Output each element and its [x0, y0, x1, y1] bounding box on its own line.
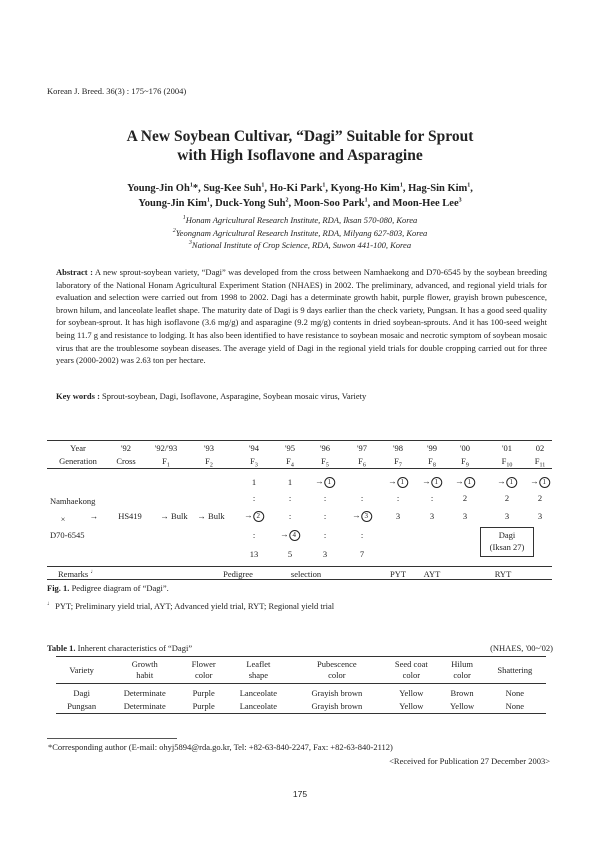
header-line: color [194, 670, 213, 680]
generation-7 [394, 456, 402, 469]
generation-sub: 5 [325, 462, 329, 469]
line-3-99: 3 [429, 511, 435, 521]
header-line: Leaflet [246, 659, 271, 669]
header-line: shape [248, 670, 269, 680]
author-separator: , [325, 183, 331, 194]
header-line: Growth [131, 659, 158, 669]
circled-number: 2 [253, 511, 264, 522]
bulk-label: Bulk [208, 511, 225, 521]
abstract-text: A new sprout-soybean variety, “Dagi” was developed from the cross between Namhaekong and D70-6545 by the soybean breeding laboratory of the National Honam Agricultural Experiment Station (NHAES) in 2002. The preliminary, advanced, and regional yield trials for evaluation and selection were carried out from 1998 to 2002. Dagi has a determinate growth habit, purple flower, grayish brown pubescence, brown hilum, and lanceolate leaflet shape. The maturity date of Dagi is 9 days earlier than the check variety, Pungsan. It has a good seed quality for soybean-sprout. It has high isoflavone (3.6 mg/g) and asparagine (9.2 mg/g) contents in dried soybean-sprouts. And it has 100-seed weight being 11.7 g and resistance to lodging. It has also been identified to have resistance to soybean mosaic and necrotic symptom of soybean mosaic virus that are the troublesome soybean diseases. The average yield of Dagi in the regional yield trials for double cropping carried out for three years (2000-2002) was 2.63 ton per hectare. [56, 267, 547, 366]
table-cell: Yellow [441, 700, 484, 714]
line-2-01: 2 [504, 493, 510, 503]
selection-2-94 [244, 510, 264, 522]
inherent-characteristics-table [56, 656, 546, 714]
page-number: 175 [292, 789, 308, 799]
generation-3 [250, 456, 258, 469]
author-affiliation-mark: 1 [364, 197, 368, 204]
parent-namhaekong: Namhaekong [50, 496, 96, 506]
table-cell: Yellow [382, 700, 440, 714]
table-cell: Lanceolate [239, 688, 278, 698]
header-line: color [402, 670, 421, 680]
author-line-1 [0, 181, 600, 196]
selection-3-97 [352, 510, 372, 522]
table-cell: Dagi [73, 688, 90, 698]
year-6: '97 [356, 443, 368, 453]
author-affiliation-mark: 1 [399, 182, 403, 189]
table-cell: Determinate [123, 688, 166, 698]
author-name: Young-Jin Kim [138, 198, 207, 209]
affiliation-text: Yeongnam Agricultural Research Institute, RDA, Milyang 627-803, Korea [175, 227, 428, 238]
generation-11 [535, 456, 546, 469]
count-97: 7 [359, 549, 365, 559]
year-1: '92/'93 [154, 443, 178, 453]
year-11: 02 [535, 443, 545, 453]
table-cell: Pungsan [56, 700, 107, 714]
generation-base: F [162, 456, 167, 466]
generation-sub: 2 [209, 462, 213, 469]
paper-title [0, 127, 600, 165]
line-2-02: 2 [537, 493, 543, 503]
selection-1-9 [455, 476, 475, 488]
author-separator: , [470, 183, 473, 194]
author-affiliation-mark: 1 [261, 182, 265, 189]
selection-1-7 [388, 476, 408, 488]
dagi-sublabel: (Iksan 27) [489, 542, 525, 552]
footnote-rule [47, 738, 177, 739]
column-header [56, 657, 107, 684]
selection-1-11 [530, 476, 550, 488]
generation-sub: 4 [290, 462, 294, 469]
author-name: Moon-Soo Park [293, 198, 365, 209]
header-line: Seed coat [394, 659, 428, 669]
generation-base: F [286, 456, 291, 466]
generation-base: F [321, 456, 326, 466]
table-cell: Purple [192, 688, 215, 698]
year-2: '93 [203, 443, 215, 453]
selection-1-10 [497, 476, 517, 488]
journal-citation: Korean J. Breed. 36(3) : 175~176 (2004) [47, 86, 187, 96]
circled-number: 1 [464, 477, 475, 488]
table1-source: (NHAES, '00~'02) [490, 643, 553, 653]
circled-number: 1 [431, 477, 442, 488]
header-line: habit [136, 670, 154, 680]
colon-r4-94: : [252, 530, 256, 540]
generation-6 [358, 456, 366, 469]
colon-r4-96: : [323, 530, 327, 540]
header-line: Flower [191, 659, 216, 669]
arrow: → [388, 476, 397, 486]
arrow: → [497, 476, 506, 486]
figure-caption [47, 583, 169, 593]
generation-sub: 11 [539, 462, 546, 469]
selection-1-8 [422, 476, 442, 488]
colon-7: : [396, 493, 400, 503]
line-count-95: 1 [287, 477, 293, 487]
author-name: Moon-Hee Lee [392, 198, 459, 209]
table-cell: Purple [182, 700, 225, 714]
received-date: <Received for Publication 27 December 2003> [389, 756, 550, 766]
affiliation [0, 214, 600, 227]
header-line: Hilum [451, 659, 473, 669]
generation-10 [502, 456, 513, 469]
author-name: Duck-Yong Suh [215, 198, 286, 209]
generation-base: F [534, 456, 540, 466]
generation-5 [321, 456, 329, 469]
table1-caption-label: Table 1. [47, 643, 76, 653]
colon-8: : [430, 493, 434, 503]
affiliation-mark: 1 [182, 215, 186, 222]
affiliation-mark: 3 [188, 240, 192, 247]
generation-4 [286, 456, 294, 469]
header-line: Pubescence [317, 659, 357, 669]
year-7: '98 [392, 443, 404, 453]
year-8: '99 [426, 443, 438, 453]
generation-base: F [250, 456, 255, 466]
line-count-94: 1 [251, 477, 257, 487]
year-3: '94 [248, 443, 260, 453]
affiliation [0, 227, 600, 240]
dagi-label: Dagi [498, 530, 516, 540]
table-cell: None [505, 688, 525, 698]
line-3-01: 3 [504, 511, 510, 521]
generation-0 [116, 456, 135, 469]
cross-symbol: × [60, 514, 66, 524]
circled-number: 1 [324, 477, 335, 488]
colon-r3-95: : [288, 511, 292, 521]
author-separator: *, [192, 183, 204, 194]
remarks-pedigree: Pedigree [223, 569, 253, 579]
circled-number: 1 [506, 477, 517, 488]
generation-sub: 3 [254, 462, 258, 469]
generation-sub: 8 [432, 462, 436, 469]
author-affiliation-mark: 1 [322, 182, 326, 189]
year-9: '00 [459, 443, 471, 453]
count-94: 13 [249, 549, 259, 559]
generation-sub: 9 [465, 462, 469, 469]
dagi-box [480, 527, 534, 557]
generation-2 [205, 456, 213, 469]
author-separator: , and [367, 198, 393, 209]
parent-d70-6545: D70-6545 [50, 530, 85, 540]
generation-1 [162, 456, 170, 469]
generation-base: F [205, 456, 210, 466]
title-line-2: with High Isoflavone and Asparagine [177, 147, 423, 164]
cross-name: HS419 [118, 511, 142, 521]
colon-5: : [323, 493, 327, 503]
author-affiliation-mark: 1 [206, 197, 210, 204]
column-header [292, 657, 382, 684]
abstract [56, 266, 547, 367]
cross-arrow: → [89, 511, 99, 521]
pedigree-bottom-rule [47, 579, 552, 580]
author-affiliation-mark: 2 [285, 197, 289, 204]
pedigree-remarks-rule [47, 566, 552, 567]
bulk-label: Bulk [171, 511, 188, 521]
arrow: → [352, 510, 361, 520]
circled-number: 4 [289, 530, 300, 541]
header-line: Shattering [497, 664, 533, 675]
affiliation-list [0, 214, 600, 252]
year-0: '92 [120, 443, 132, 453]
pedigree-top-rule [47, 440, 552, 441]
remarks-note-mark: ♩ [90, 569, 97, 576]
circled-number: 1 [397, 477, 408, 488]
remarks-ayt: AYT [423, 569, 441, 579]
column-header [225, 657, 291, 684]
table-cell: None [484, 700, 546, 714]
generation-base: F [501, 456, 507, 466]
corresponding-author: *Corresponding author (E-mail: ohyj5894@rda.go.kr, Tel: +82-63-840-2247, Fax: +82-63-840-2112) [48, 742, 393, 752]
column-header [484, 657, 546, 684]
table-cell: Grayish brown [311, 688, 363, 698]
table-cell: Grayish brown [292, 700, 382, 714]
figure-footnote [47, 601, 334, 611]
generation-9 [461, 456, 469, 469]
arrow: → [160, 511, 169, 521]
affiliation-mark: 2 [172, 227, 176, 234]
circled-number: 1 [539, 477, 550, 488]
circled-number: 3 [361, 511, 372, 522]
year-4: '95 [284, 443, 296, 453]
arrow: → [244, 510, 253, 520]
bulk-2 [197, 511, 224, 521]
author-name: Young-Jin Oh [127, 183, 190, 194]
author-name: Kyong-Ho Kim [330, 183, 400, 194]
generation-base: F [461, 456, 466, 466]
year-label: Year [70, 443, 86, 453]
author-affiliation-mark: 1 [467, 182, 471, 189]
line-3-98: 3 [395, 511, 401, 521]
remarks-pyt: PYT [389, 569, 407, 579]
author-name: Sug-Kee Suh [203, 183, 262, 194]
author-separator: , [209, 198, 216, 209]
remarks-selection: selection [290, 569, 322, 579]
keywords-label: Key words : [56, 391, 100, 401]
table1-caption-text: Inherent characteristics of “Dagi” [77, 643, 193, 653]
colon-6: : [360, 493, 364, 503]
generation-label: Generation [59, 456, 97, 466]
generation-sub: 10 [506, 462, 513, 469]
affiliation-text: National Institute of Crop Science, RDA, Suwon 441-100, Korea [191, 240, 412, 250]
table-header-row [56, 657, 546, 684]
arrow: → [422, 476, 431, 486]
selection-4-95 [280, 529, 300, 541]
count-96: 3 [322, 549, 328, 559]
author-separator: , [402, 183, 409, 194]
count-95: 5 [287, 549, 293, 559]
generation-8 [428, 456, 436, 469]
header-line: color [453, 670, 471, 680]
generation-base: Cross [116, 456, 136, 466]
author-separator: , [288, 198, 294, 209]
line-3-00: 3 [462, 511, 468, 521]
colon-4: : [288, 493, 292, 503]
affiliation-text: Honam Agricultural Research Institute, RDA, Iksan 570-080, Korea [185, 215, 418, 225]
generation-sub: 7 [398, 462, 402, 469]
arrow: → [455, 476, 464, 486]
table-cell: Brown [450, 688, 474, 698]
affiliation [0, 239, 600, 252]
line-3-02: 3 [537, 511, 543, 521]
arrow: → [315, 476, 324, 486]
generation-sub: 6 [362, 462, 366, 469]
keywords [56, 391, 547, 401]
generation-sub: 1 [166, 462, 170, 469]
author-affiliation-mark: 1 [189, 182, 193, 189]
year-10: '01 [501, 443, 513, 453]
author-name: Hag-Sin Kim [408, 183, 468, 194]
colon-3: : [252, 493, 256, 503]
figure-caption-text: Pedigree diagram of “Dagi”. [71, 583, 169, 593]
year-5: '96 [319, 443, 331, 453]
column-header [382, 657, 440, 684]
arrow: → [280, 529, 289, 539]
author-name: Ho-Ki Park [269, 183, 323, 194]
column-header [182, 657, 225, 684]
arrow: → [197, 511, 206, 521]
figure-caption-label: Fig. 1. [47, 583, 70, 593]
author-affiliation-mark: 3 [458, 197, 462, 204]
column-header [107, 657, 182, 684]
table-row [56, 700, 546, 714]
table-cell: Lanceolate [225, 700, 291, 714]
author-line-2 [0, 196, 600, 211]
figure-footnote-mark: ♩ [47, 601, 53, 608]
keywords-text: Sprout-soybean, Dagi, Isoflavone, Asparagine, Soybean mosaic virus, Variety [102, 391, 367, 401]
arrow: → [530, 476, 539, 486]
table-cell: Determinate [107, 700, 182, 714]
bulk-1 [160, 511, 187, 521]
remarks-ryt: RYT [494, 569, 512, 579]
colon-r4-97: : [360, 530, 364, 540]
generation-base: F [358, 456, 363, 466]
abstract-label: Abstract : [56, 267, 93, 277]
generation-base: F [428, 456, 433, 466]
title-line-1: A New Soybean Cultivar, “Dagi” Suitable for Sprout [126, 128, 474, 145]
figure-footnote-text: PYT; Preliminary yield trial, AYT; Advanced yield trial, RYT; Regional yield trial [55, 601, 335, 611]
selection-1-5 [315, 476, 335, 488]
colon-r3-96: : [323, 511, 327, 521]
generation-base: F [394, 456, 399, 466]
header-line: color [328, 670, 346, 680]
header-line: Variety [69, 664, 94, 675]
author-separator: , [264, 183, 270, 194]
author-list [0, 181, 600, 211]
remarks-label: Remarks ♩ [58, 569, 97, 579]
table-row [56, 684, 546, 701]
table-cell: Yellow [399, 688, 424, 698]
line-2-00: 2 [462, 493, 468, 503]
column-header [441, 657, 484, 684]
